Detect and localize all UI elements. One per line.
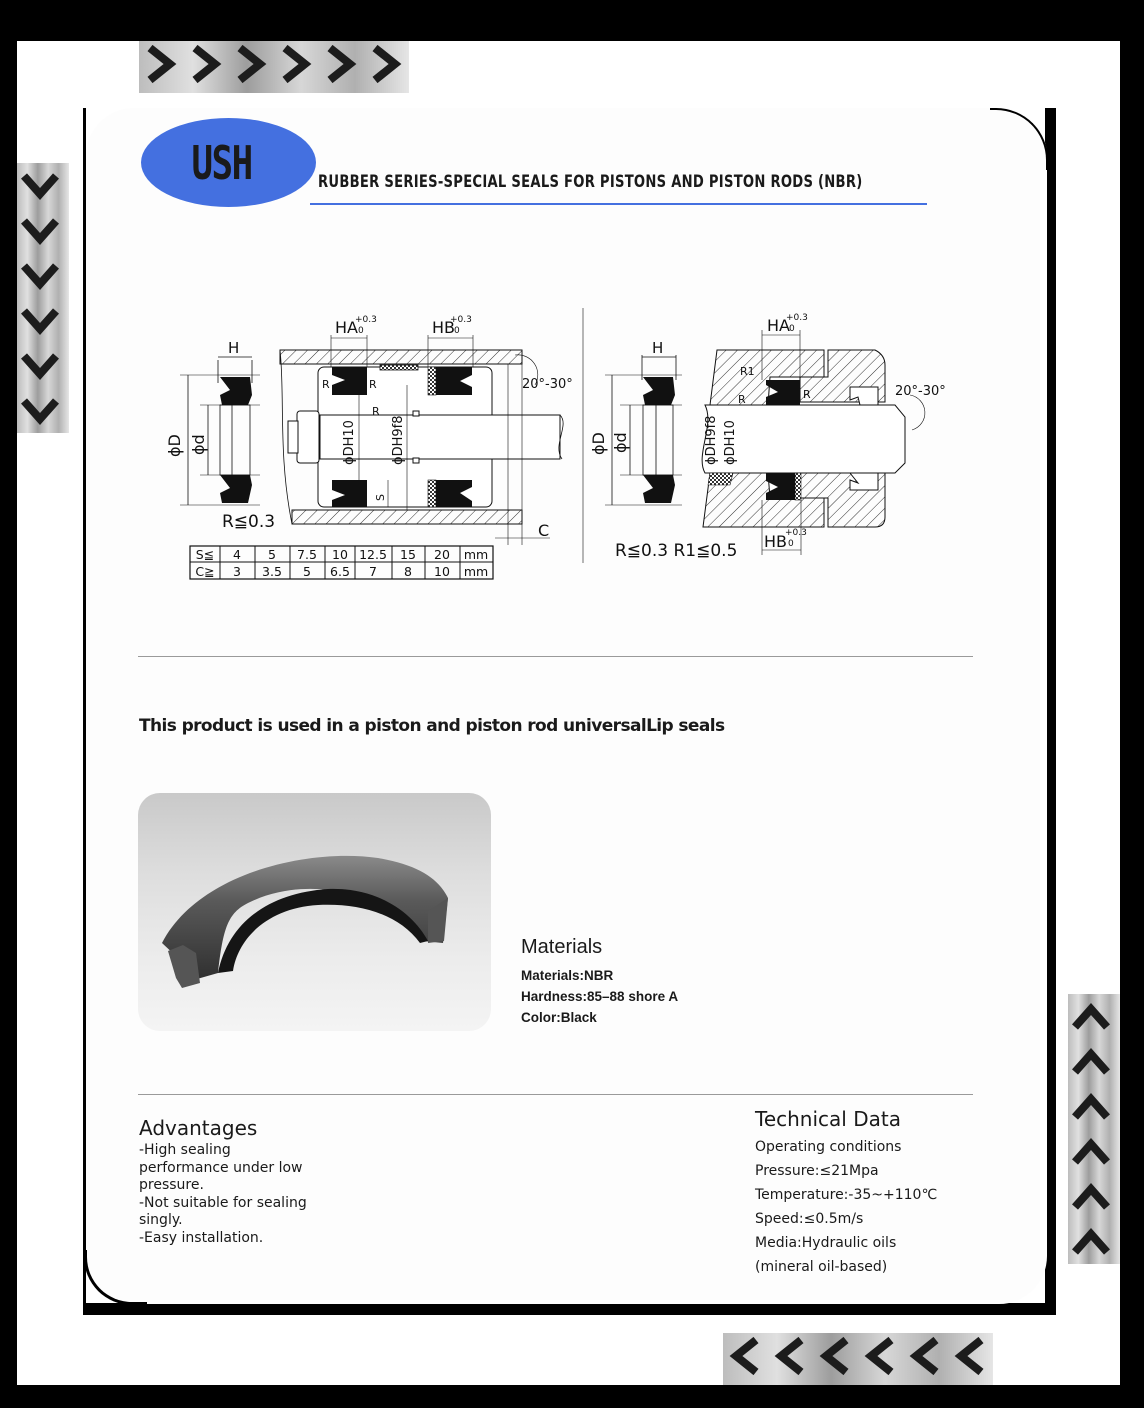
chevron-left-icon <box>858 1333 903 1379</box>
svg-text:+0.3: +0.3 <box>785 528 807 538</box>
svg-text:3: 3 <box>233 564 241 579</box>
piston-dim-C: C <box>538 521 550 540</box>
chevron-left-icon <box>813 1333 858 1379</box>
technical-data-section <box>755 1105 937 1279</box>
title-underline <box>310 203 927 205</box>
piston-dim-HA: HA <box>335 318 358 337</box>
svg-text:0: 0 <box>358 326 364 336</box>
divider <box>138 1094 973 1095</box>
chevron-right-icon <box>229 41 274 87</box>
advantages-heading: Advantages <box>139 1116 258 1140</box>
materials-line: Materials:NBR <box>521 968 614 983</box>
rod-dim-HB: HB <box>764 532 788 551</box>
svg-text:7.5: 7.5 <box>297 547 317 562</box>
svg-text:3.5: 3.5 <box>262 564 282 579</box>
chevron-up-icon <box>1068 1174 1114 1219</box>
technical-line: Media:Hydraulic oils <box>755 1235 897 1251</box>
piston-dim-phid: ϕd <box>189 434 208 455</box>
advantages-line: -Not suitable for sealing <box>139 1194 307 1211</box>
s-c-table <box>190 546 493 579</box>
svg-text:C≧: C≧ <box>195 564 215 579</box>
materials-heading: Materials <box>521 936 603 958</box>
chevron-down-icon <box>17 253 63 298</box>
chevron-strip-right <box>1068 994 1120 1264</box>
chevron-right-icon <box>139 41 184 87</box>
svg-text:5: 5 <box>268 547 276 562</box>
rod-dim-H: H <box>652 339 664 357</box>
chevron-up-icon <box>1068 1219 1114 1264</box>
chevron-up-icon <box>1068 1129 1114 1174</box>
svg-text:0: 0 <box>788 539 794 549</box>
advantages-line: performance under low <box>139 1159 303 1176</box>
chevron-down-icon <box>17 298 63 343</box>
advantages-section <box>139 1114 339 1247</box>
chevron-left-icon <box>723 1333 768 1379</box>
chevron-strip-left <box>17 163 69 433</box>
chevron-left-icon <box>903 1333 948 1379</box>
piston-dim-HB: HB <box>432 318 456 337</box>
piston-R-label: R <box>322 378 330 391</box>
svg-text:10: 10 <box>332 547 348 562</box>
chevron-right-icon <box>319 41 364 87</box>
svg-text:20: 20 <box>434 547 450 562</box>
rod-angle: 20°-30° <box>895 384 946 399</box>
rod-radius-note: R≦0.3 R1≦0.5 <box>615 541 738 561</box>
card-border-bottom <box>83 1303 1056 1315</box>
materials-line: Color:Black <box>521 1010 597 1025</box>
chevron-left-icon <box>768 1333 813 1379</box>
chevron-up-icon <box>1068 1039 1114 1084</box>
chevron-down-icon <box>17 388 63 433</box>
svg-text:R1: R1 <box>740 365 755 378</box>
svg-text:mm: mm <box>463 547 489 562</box>
rod-dim-phiDH10: ϕDH10 <box>723 420 738 465</box>
svg-text:10: 10 <box>434 564 450 579</box>
svg-text:4: 4 <box>233 547 241 562</box>
brand-logo <box>141 118 316 207</box>
svg-text:0: 0 <box>789 324 795 334</box>
technical-data-heading: Technical Data <box>755 1107 901 1131</box>
chevron-right-icon <box>364 41 409 87</box>
svg-text:+0.3: +0.3 <box>786 313 808 323</box>
svg-text:R: R <box>738 393 746 406</box>
rod-dim-phid: ϕd <box>611 432 630 453</box>
chevron-down-icon <box>17 208 63 253</box>
svg-text:S≦: S≦ <box>195 547 215 562</box>
piston-angle: 20°-30° <box>522 377 573 392</box>
chevron-strip-bottom <box>723 1333 993 1385</box>
rod-dim-HA: HA <box>767 316 790 335</box>
technical-line: Pressure:≤21Mpa <box>755 1163 879 1179</box>
materials-section <box>521 936 678 1028</box>
piston-dim-phiD: ϕD <box>165 434 184 457</box>
advantages-line: singly. <box>139 1212 183 1228</box>
advantages-line: -High sealing <box>139 1142 231 1158</box>
installation-diagram <box>160 305 960 585</box>
piston-radius-note: R≦0.3 <box>222 512 276 532</box>
rod-dim-phiD: ϕD <box>589 432 608 455</box>
chevron-up-icon <box>1068 1084 1114 1129</box>
piston-dim-phiDH9f8: ϕDH9f8 <box>391 415 406 465</box>
brand-logo-text: USH <box>191 135 252 190</box>
svg-text:R: R <box>369 378 377 391</box>
lip-seal-image <box>138 793 491 1031</box>
svg-text:5: 5 <box>303 564 311 579</box>
chevron-down-icon <box>17 163 63 208</box>
piston-seal-section <box>165 315 573 579</box>
advantages-line: pressure. <box>139 1177 204 1193</box>
rod-seal-section <box>589 313 946 561</box>
chevron-down-icon <box>17 343 63 388</box>
svg-text:8: 8 <box>404 564 412 579</box>
technical-line: Speed:≤0.5m/s <box>755 1211 864 1227</box>
technical-line: (mineral oil-based) <box>755 1259 888 1275</box>
piston-dim-H: H <box>228 339 240 357</box>
chevron-strip-top <box>139 41 409 93</box>
svg-text:12.5: 12.5 <box>359 547 387 562</box>
svg-text:+0.3: +0.3 <box>450 315 472 325</box>
svg-text:6.5: 6.5 <box>330 564 350 579</box>
product-photo <box>138 793 491 1031</box>
page-title: RUBBER SERIES-SPECIAL SEALS FOR PISTONS AND PISTON RODS (NBR) <box>318 172 863 192</box>
technical-line: Operating conditions <box>755 1139 902 1155</box>
chevron-right-icon <box>184 41 229 87</box>
chevron-left-icon <box>948 1333 993 1379</box>
product-description: This product is used in a piston and piston rod universalLip seals <box>139 716 725 736</box>
svg-text:+0.3: +0.3 <box>355 315 377 325</box>
technical-line: Temperature:-35~+110℃ <box>755 1187 938 1203</box>
svg-text:S: S <box>374 494 387 501</box>
svg-text:R: R <box>803 388 811 401</box>
advantages-line: -Easy installation. <box>139 1229 264 1246</box>
svg-text:mm: mm <box>463 564 489 579</box>
svg-text:7: 7 <box>369 564 377 579</box>
divider <box>138 656 973 657</box>
svg-text:15: 15 <box>400 547 416 562</box>
svg-text:0: 0 <box>454 326 460 336</box>
svg-text:R: R <box>372 405 380 418</box>
chevron-up-icon <box>1068 994 1114 1039</box>
rod-dim-phiDH9f8: ϕDH9f8 <box>704 415 719 465</box>
materials-line: Hardness:85–88 shore A <box>521 989 679 1004</box>
piston-dim-phiDH10: ϕDH10 <box>342 420 357 465</box>
chevron-right-icon <box>274 41 319 87</box>
